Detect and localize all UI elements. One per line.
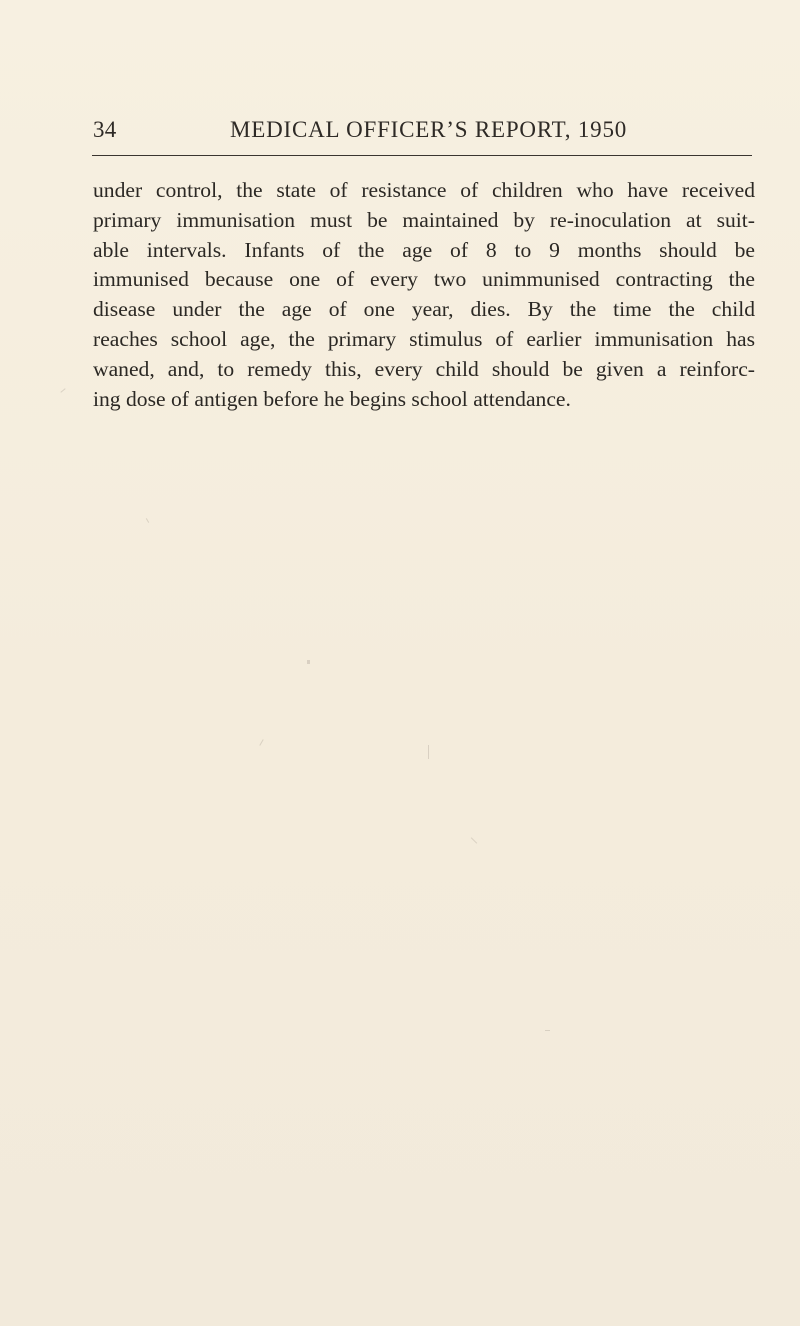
body-paragraph xyxy=(93,176,755,414)
text-line: able intervals. Infants of the age of 8 to 9 months should be xyxy=(93,237,755,262)
paper-speck xyxy=(307,660,310,664)
running-head xyxy=(93,117,753,147)
header-rule xyxy=(92,155,752,156)
text-line: ing dose of antigen before he begins school attendance. xyxy=(93,386,571,411)
report-title: MEDICAL OFFICER’S REPORT, 1950 xyxy=(230,117,628,142)
paper-speck xyxy=(428,745,429,759)
paper-speck xyxy=(471,837,477,843)
paper-speck xyxy=(259,739,263,746)
paper-speck xyxy=(60,388,65,393)
page-number: 34 xyxy=(93,117,117,142)
text-line: waned, and, to remedy this, every child should be given a reinforc- xyxy=(93,356,755,381)
paper-speck xyxy=(146,518,149,523)
text-line: disease under the age of one year, dies. By the time the child xyxy=(93,297,755,322)
text-line: under control, the state of resistance of children who have received xyxy=(93,178,755,202)
text-line: reaches school age, the primary stimulus of earlier immunisation has xyxy=(93,326,755,351)
paper-speck xyxy=(545,1030,550,1031)
text-line: primary immunisation must be maintained by re-inoculation at suit- xyxy=(93,207,755,232)
text-line: immunised because one of every two unimmunised contracting the xyxy=(93,267,755,292)
